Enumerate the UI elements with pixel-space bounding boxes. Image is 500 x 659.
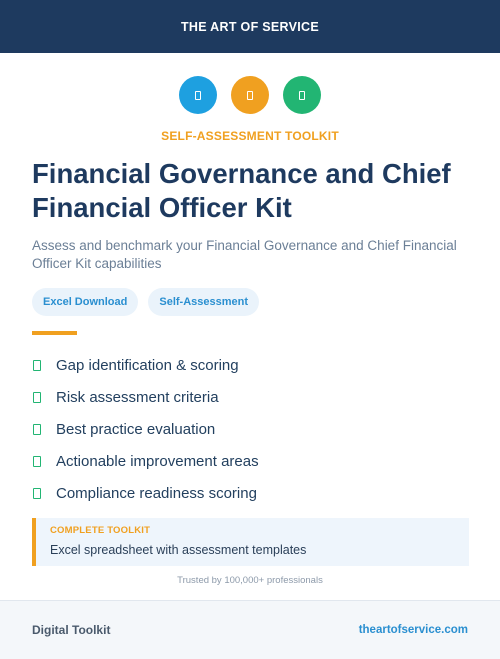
list-item	[32, 445, 472, 477]
feature-text: Best practice evaluation	[56, 420, 216, 438]
toolkit-callout	[32, 518, 469, 566]
badge-row	[32, 288, 259, 316]
check-icon	[33, 424, 41, 435]
list-item	[32, 413, 472, 445]
check-icon	[33, 488, 41, 499]
check-icon	[33, 456, 41, 467]
badge-excel-download: Excel Download	[32, 288, 138, 316]
list-item	[32, 477, 472, 509]
check-icon	[33, 360, 41, 371]
trusted-note: Trusted by 100,000+ professionals	[177, 575, 323, 586]
toolkit-label: COMPLETE TOOLKIT	[50, 525, 151, 536]
toolkit-description: Excel spreadsheet with assessment templates	[50, 543, 307, 557]
brand-title: THE ART OF SERVICE	[180, 19, 320, 34]
footer-website-link[interactable]: theartofservice.com	[358, 624, 468, 636]
document-icon	[283, 76, 321, 114]
feature-text: Actionable improvement areas	[56, 452, 259, 470]
page-subtitle: Assess and benchmark your Financial Governance and Chief Financial Officer Kit capabilities	[32, 238, 457, 271]
feature-list	[32, 349, 472, 509]
feature-text: Compliance readiness scoring	[56, 484, 257, 502]
feature-text: Risk assessment criteria	[56, 388, 219, 406]
page-title: Financial Governance and Chief Financial Officer Kit	[32, 158, 451, 223]
check-icon	[33, 392, 41, 403]
accent-divider	[32, 331, 77, 335]
document-icon	[231, 76, 269, 114]
header-bar	[0, 0, 500, 53]
footer-bar	[0, 600, 500, 659]
document-icon	[179, 76, 217, 114]
footer-label: Digital Toolkit	[32, 623, 111, 637]
badge-self-assessment: Self-Assessment	[148, 288, 259, 316]
list-item	[32, 349, 472, 381]
icon-row	[0, 76, 500, 114]
kicker-label: SELF-ASSESSMENT TOOLKIT	[161, 129, 339, 143]
list-item	[32, 381, 472, 413]
feature-text: Gap identification & scoring	[56, 356, 239, 374]
